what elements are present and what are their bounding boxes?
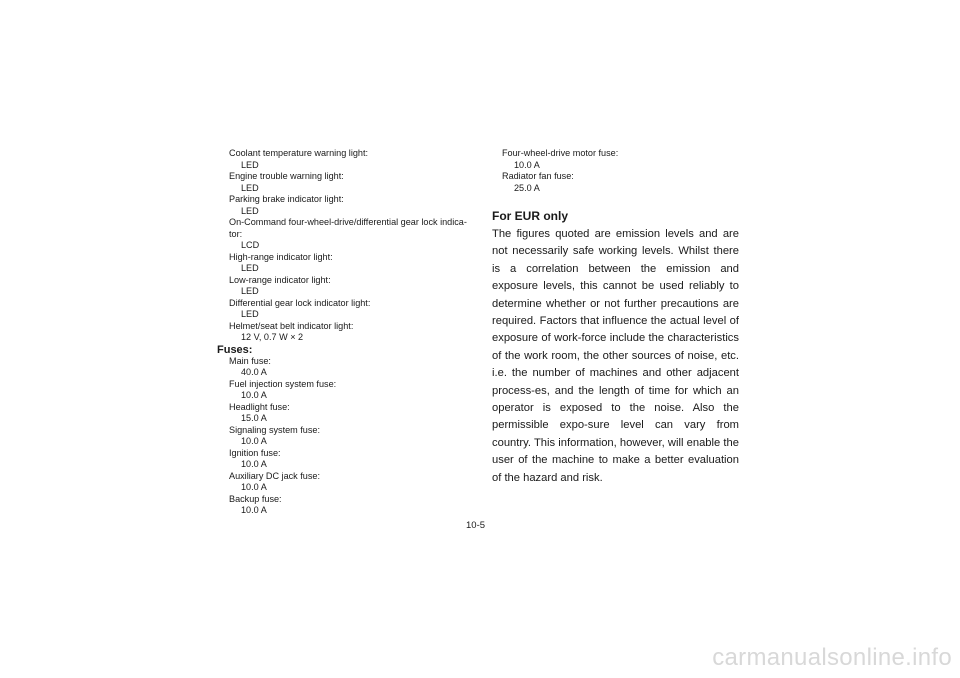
fuse-label: Ignition fuse: <box>229 447 281 458</box>
spec-label-continued: tor: <box>229 228 243 239</box>
spec-label: Differential gear lock indicator light: <box>229 297 371 308</box>
eur-body: The figures quoted are emission levels and are not necessarily safe working levels. Whilst there is a correlation between the emission and exposure levels, this cannot be used reliably to determine whether or not further precautions are required. Factors that influence the actual level of exposure of work-force include the characteristics of the work room, the other sources of noise, etc. i.e. the number of machines and other adjacent process-es, and the length of time for which an operator is exposed to the noise. Also the permissible expo-sure level can vary from country. This information, however, will enable the user of the machine to make a better evaluation of the hazard and risk. <box>492 228 739 484</box>
spec-value: LCD <box>241 240 260 250</box>
fuse-value: 10.0 A <box>241 505 267 515</box>
spec-label: Helmet/seat belt indicator light: <box>229 320 354 331</box>
eur-heading: For EUR only <box>492 209 569 223</box>
fuse-value: 15.0 A <box>241 413 267 423</box>
fuse-label: Radiator fan fuse: <box>502 171 574 181</box>
fuse-value: 10.0 A <box>514 159 540 170</box>
fuse-value: 10.0 A <box>241 390 267 400</box>
spec-label: Parking brake indicator light: <box>229 194 344 204</box>
fuse-label: Auxiliary DC jack fuse: <box>229 470 320 481</box>
spec-value: 12 V, 0.7 W × 2 <box>241 332 304 342</box>
fuse-label: Fuel injection system fuse: <box>229 378 337 389</box>
indicator-spec-list <box>217 148 469 517</box>
fuse-spec-list-continued <box>502 148 742 194</box>
page-number: 10-5 <box>466 520 486 531</box>
fuse-label: Headlight fuse: <box>229 401 290 412</box>
fuse-value: 40.0 A <box>241 367 267 377</box>
fuse-value: 25.0 A <box>514 182 540 193</box>
fuse-label: Signaling system fuse: <box>229 424 320 435</box>
spec-value: LED <box>241 286 259 296</box>
spec-label: Low-range indicator light: <box>229 274 331 285</box>
spec-value: LED <box>241 205 259 216</box>
spec-value: LED <box>241 182 259 193</box>
fuse-value: 10.0 A <box>241 482 267 492</box>
fuse-label: Main fuse: <box>229 355 271 366</box>
spec-label: On-Command four-wheel-drive/differential gear lock indica- <box>229 217 467 227</box>
spec-label: High-range indicator light: <box>229 251 333 262</box>
spec-label: Coolant temperature warning light: <box>229 148 369 158</box>
spec-value: LED <box>241 159 259 170</box>
fuse-label: Backup fuse: <box>229 493 282 504</box>
fuse-label: Four-wheel-drive motor fuse: <box>502 148 619 158</box>
fuse-value: 10.0 A <box>241 459 267 469</box>
watermark: carmanualsonline.info <box>712 644 952 671</box>
spec-value: LED <box>241 309 259 319</box>
fuse-value: 10.0 A <box>241 436 267 446</box>
eur-notice <box>492 209 739 487</box>
spec-label: Engine trouble warning light: <box>229 171 344 181</box>
fuses-heading: Fuses: <box>217 343 253 356</box>
spec-value: LED <box>241 263 259 273</box>
